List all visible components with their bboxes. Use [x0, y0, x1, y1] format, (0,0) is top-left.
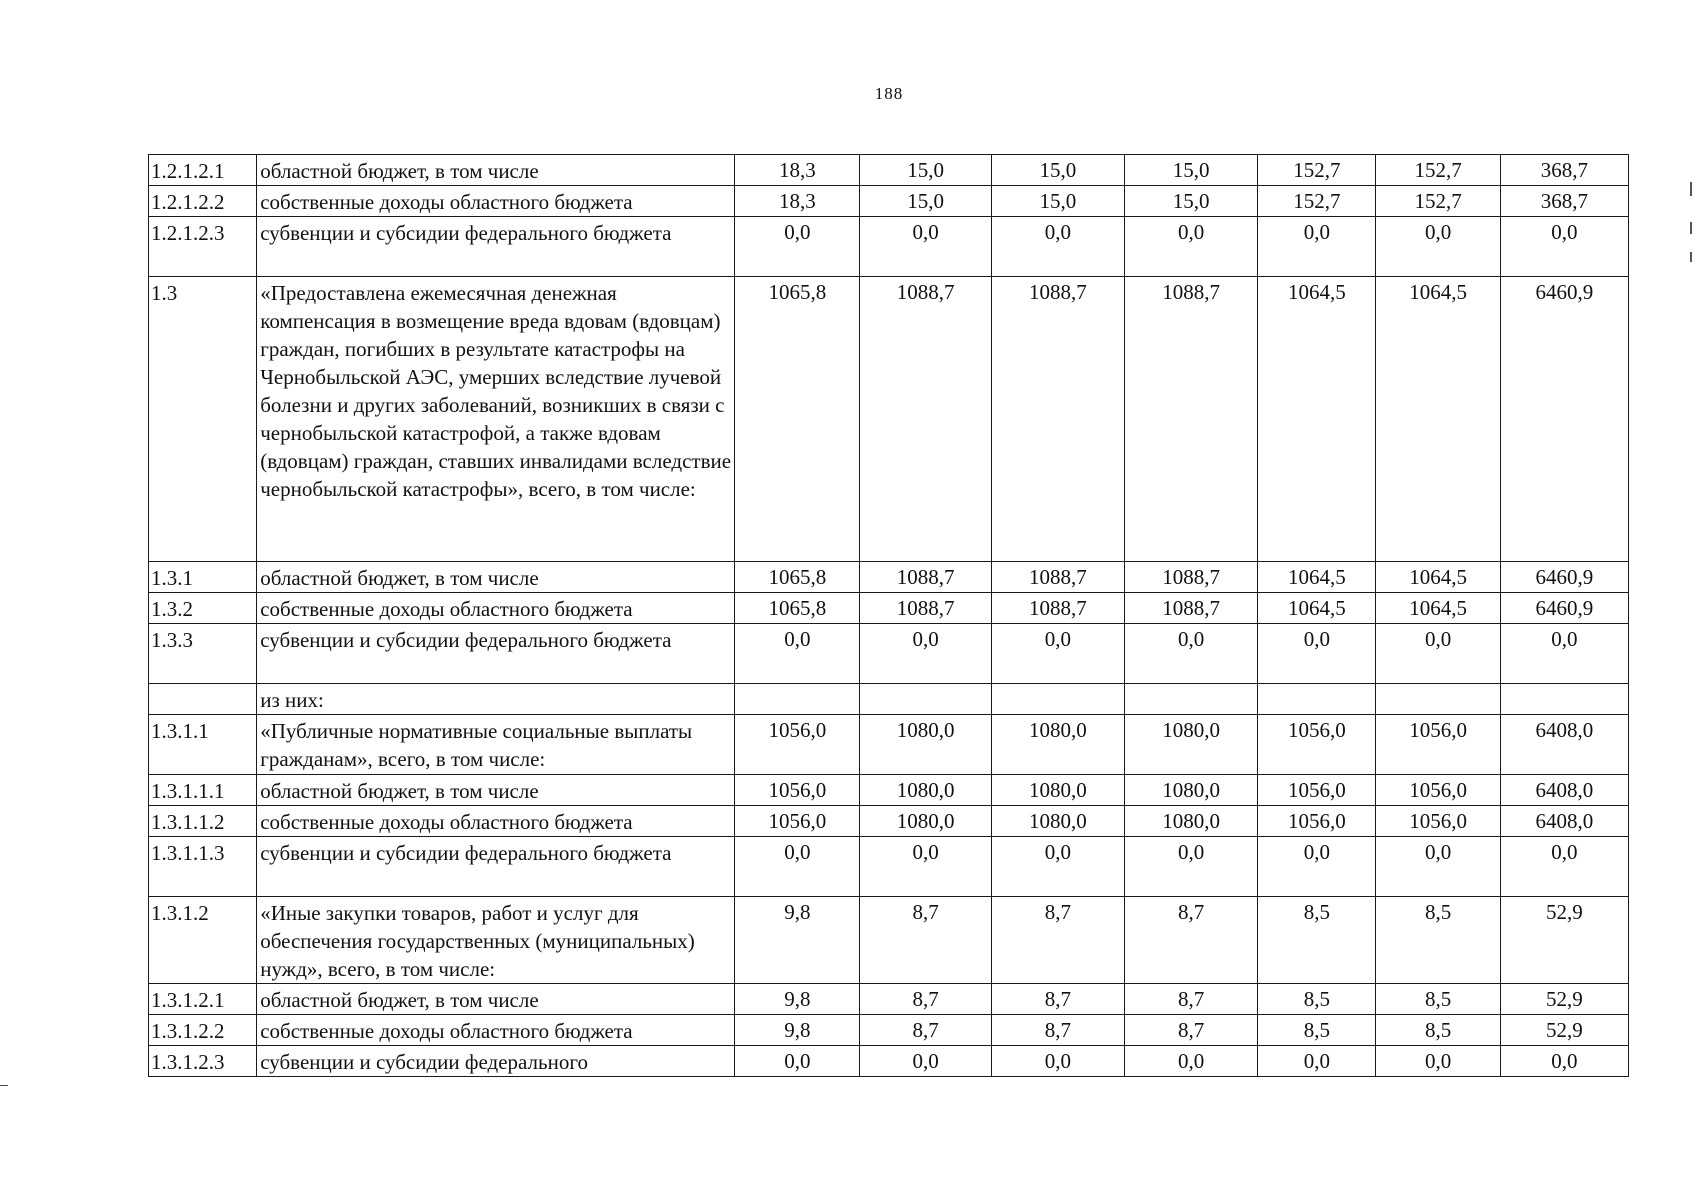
value-cell: 0,0	[1258, 837, 1376, 897]
value-cell	[1258, 684, 1376, 715]
table-row	[149, 984, 1629, 1015]
total-cell: 0,0	[1500, 217, 1628, 277]
value-cell: 8,7	[860, 984, 991, 1015]
value-cell: 8,7	[991, 897, 1124, 984]
row-code: 1.3.1.1.2	[149, 806, 257, 837]
value-cell: 1065,8	[735, 593, 860, 624]
row-description: субвенции и субсидии федерального	[257, 1046, 735, 1077]
value-cell: 1080,0	[1124, 775, 1257, 806]
value-cell: 1080,0	[860, 715, 991, 775]
total-cell: 52,9	[1500, 1015, 1628, 1046]
value-cell: 8,7	[991, 1015, 1124, 1046]
value-cell: 152,7	[1258, 155, 1376, 186]
value-cell: 0,0	[860, 1046, 991, 1077]
row-code: 1.3.1.1.1	[149, 775, 257, 806]
value-cell: 0,0	[1376, 1046, 1500, 1077]
row-code: 1.3.2	[149, 593, 257, 624]
value-cell: 1064,5	[1258, 277, 1376, 562]
value-cell: 0,0	[735, 837, 860, 897]
table-row	[149, 837, 1629, 897]
value-cell: 1080,0	[991, 715, 1124, 775]
total-cell: 6408,0	[1500, 806, 1628, 837]
budget-table	[148, 154, 1629, 1077]
value-cell: 8,5	[1258, 984, 1376, 1015]
value-cell: 1065,8	[735, 277, 860, 562]
value-cell: 0,0	[735, 217, 860, 277]
value-cell: 1064,5	[1258, 562, 1376, 593]
row-code	[149, 684, 257, 715]
value-cell: 1056,0	[1258, 806, 1376, 837]
row-description: субвенции и субсидии федерального бюджета	[257, 624, 735, 684]
row-code: 1.2.1.2.1	[149, 155, 257, 186]
value-cell: 8,5	[1376, 984, 1500, 1015]
value-cell: 0,0	[1124, 624, 1257, 684]
scan-artifact-right	[1690, 222, 1692, 234]
total-cell	[1500, 684, 1628, 715]
value-cell: 0,0	[860, 837, 991, 897]
value-cell: 1088,7	[1124, 277, 1257, 562]
value-cell: 0,0	[735, 624, 860, 684]
value-cell: 1056,0	[735, 775, 860, 806]
total-cell: 0,0	[1500, 837, 1628, 897]
value-cell: 1064,5	[1376, 562, 1500, 593]
total-cell: 6408,0	[1500, 775, 1628, 806]
scan-artifact-right	[1690, 182, 1692, 196]
row-description: субвенции и субсидии федерального бюджета	[257, 217, 735, 277]
value-cell: 15,0	[860, 155, 991, 186]
value-cell: 18,3	[735, 186, 860, 217]
scan-artifact-left	[0, 1085, 8, 1086]
value-cell: 9,8	[735, 897, 860, 984]
value-cell	[1376, 684, 1500, 715]
row-code: 1.3	[149, 277, 257, 562]
value-cell: 1088,7	[1124, 593, 1257, 624]
value-cell: 15,0	[991, 155, 1124, 186]
table-row	[149, 715, 1629, 775]
value-cell	[735, 684, 860, 715]
row-code: 1.3.1.1.3	[149, 837, 257, 897]
value-cell: 1056,0	[1258, 715, 1376, 775]
value-cell: 1080,0	[860, 775, 991, 806]
value-cell: 15,0	[860, 186, 991, 217]
value-cell: 9,8	[735, 984, 860, 1015]
value-cell: 0,0	[1124, 1046, 1257, 1077]
value-cell: 1064,5	[1258, 593, 1376, 624]
table-row	[149, 775, 1629, 806]
value-cell: 1056,0	[1376, 775, 1500, 806]
value-cell	[860, 684, 991, 715]
row-description: субвенции и субсидии федерального бюджета	[257, 837, 735, 897]
value-cell: 1064,5	[1376, 593, 1500, 624]
value-cell: 8,7	[1124, 984, 1257, 1015]
value-cell: 1056,0	[1258, 775, 1376, 806]
budget-table-container	[148, 154, 1629, 1077]
total-cell: 6460,9	[1500, 277, 1628, 562]
value-cell: 1088,7	[991, 593, 1124, 624]
row-code: 1.2.1.2.3	[149, 217, 257, 277]
row-description: «Публичные нормативные социальные выплаты гражданам», всего, в том числе:	[257, 715, 735, 775]
row-description: областной бюджет, в том числе	[257, 155, 735, 186]
value-cell: 1088,7	[860, 562, 991, 593]
table-row	[149, 562, 1629, 593]
value-cell: 0,0	[860, 217, 991, 277]
value-cell: 8,7	[1124, 1015, 1257, 1046]
value-cell: 1080,0	[991, 775, 1124, 806]
row-description: собственные доходы областного бюджета	[257, 593, 735, 624]
value-cell: 0,0	[991, 624, 1124, 684]
value-cell: 9,8	[735, 1015, 860, 1046]
value-cell: 0,0	[991, 1046, 1124, 1077]
value-cell: 8,5	[1258, 1015, 1376, 1046]
value-cell: 8,7	[1124, 897, 1257, 984]
row-description: областной бюджет, в том числе	[257, 562, 735, 593]
value-cell: 8,7	[860, 897, 991, 984]
table-row	[149, 186, 1629, 217]
total-cell: 6408,0	[1500, 715, 1628, 775]
row-description: «Иные закупки товаров, работ и услуг для обеспечения государственных (муниципальных) нужд», всего, в том числе:	[257, 897, 735, 984]
value-cell: 15,0	[1124, 186, 1257, 217]
value-cell: 15,0	[991, 186, 1124, 217]
total-cell: 368,7	[1500, 186, 1628, 217]
row-code: 1.3.3	[149, 624, 257, 684]
value-cell: 0,0	[991, 837, 1124, 897]
row-description: собственные доходы областного бюджета	[257, 1015, 735, 1046]
value-cell: 0,0	[860, 624, 991, 684]
page-number: 188	[874, 84, 904, 103]
table-row	[149, 593, 1629, 624]
value-cell: 152,7	[1258, 186, 1376, 217]
row-description: собственные доходы областного бюджета	[257, 186, 735, 217]
value-cell: 1056,0	[735, 806, 860, 837]
value-cell: 8,5	[1258, 897, 1376, 984]
total-cell: 368,7	[1500, 155, 1628, 186]
value-cell: 1088,7	[991, 277, 1124, 562]
table-row	[149, 897, 1629, 984]
value-cell: 0,0	[1376, 217, 1500, 277]
value-cell: 0,0	[1124, 217, 1257, 277]
row-code: 1.3.1.2	[149, 897, 257, 984]
total-cell: 0,0	[1500, 1046, 1628, 1077]
row-description: «Предоставлена ежемесячная денежная компенсация в возмещение вреда вдовам (вдовцам) граждан, погибших в результате катастрофы на Чернобыльской АЭС, умерших вследствие лучевой болезни и других заболеваний, возникших в связи с чернобыльской катастрофой, а также вдовам (вдовцам) граждан, ставших инвалидами вследствие чернобыльской катастрофы», всего, в том числе:	[257, 277, 735, 562]
table-row	[149, 684, 1629, 715]
total-cell: 6460,9	[1500, 562, 1628, 593]
total-cell: 0,0	[1500, 624, 1628, 684]
row-code: 1.3.1.2.2	[149, 1015, 257, 1046]
row-description: областной бюджет, в том числе	[257, 775, 735, 806]
value-cell: 1056,0	[735, 715, 860, 775]
value-cell: 8,5	[1376, 897, 1500, 984]
value-cell: 15,0	[1124, 155, 1257, 186]
value-cell: 8,5	[1376, 1015, 1500, 1046]
value-cell: 1080,0	[991, 806, 1124, 837]
value-cell: 0,0	[1258, 1046, 1376, 1077]
value-cell: 0,0	[1376, 837, 1500, 897]
value-cell: 0,0	[735, 1046, 860, 1077]
value-cell: 1056,0	[1376, 715, 1500, 775]
value-cell: 1080,0	[1124, 806, 1257, 837]
row-code: 1.3.1	[149, 562, 257, 593]
total-cell: 52,9	[1500, 897, 1628, 984]
value-cell: 8,7	[991, 984, 1124, 1015]
value-cell: 152,7	[1376, 155, 1500, 186]
value-cell: 1080,0	[1124, 715, 1257, 775]
value-cell	[1124, 684, 1257, 715]
table-row	[149, 155, 1629, 186]
value-cell: 1088,7	[991, 562, 1124, 593]
value-cell: 0,0	[991, 217, 1124, 277]
row-code: 1.2.1.2.2	[149, 186, 257, 217]
value-cell: 18,3	[735, 155, 860, 186]
row-code: 1.3.1.2.3	[149, 1046, 257, 1077]
table-row	[149, 806, 1629, 837]
row-description: областной бюджет, в том числе	[257, 984, 735, 1015]
table-row	[149, 217, 1629, 277]
value-cell: 0,0	[1258, 624, 1376, 684]
value-cell: 0,0	[1124, 837, 1257, 897]
value-cell: 0,0	[1258, 217, 1376, 277]
value-cell: 1064,5	[1376, 277, 1500, 562]
value-cell	[991, 684, 1124, 715]
total-cell: 6460,9	[1500, 593, 1628, 624]
value-cell: 8,7	[860, 1015, 991, 1046]
row-description: собственные доходы областного бюджета	[257, 806, 735, 837]
table-row	[149, 1046, 1629, 1077]
table-row	[149, 1015, 1629, 1046]
value-cell: 1056,0	[1376, 806, 1500, 837]
value-cell: 152,7	[1376, 186, 1500, 217]
value-cell: 0,0	[1376, 624, 1500, 684]
table-row	[149, 624, 1629, 684]
table-row	[149, 277, 1629, 562]
row-code: 1.3.1.1	[149, 715, 257, 775]
value-cell: 1065,8	[735, 562, 860, 593]
scan-artifact-right	[1690, 252, 1692, 262]
row-code: 1.3.1.2.1	[149, 984, 257, 1015]
value-cell: 1080,0	[860, 806, 991, 837]
value-cell: 1088,7	[1124, 562, 1257, 593]
total-cell: 52,9	[1500, 984, 1628, 1015]
value-cell: 1088,7	[860, 277, 991, 562]
value-cell: 1088,7	[860, 593, 991, 624]
row-description: из них:	[257, 684, 735, 715]
budget-table-body	[149, 155, 1629, 1077]
